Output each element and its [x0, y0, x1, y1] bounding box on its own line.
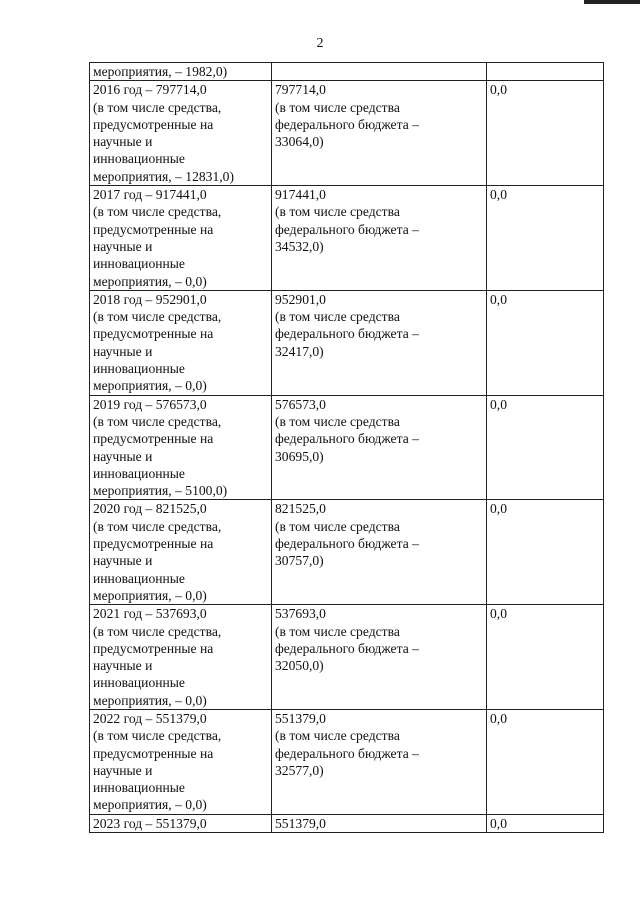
- cell-text-line: 797714,0: [275, 82, 326, 98]
- cell-text-line: 0,0: [490, 815, 507, 831]
- cell-text-line: 2017 год – 917441,0: [93, 187, 207, 203]
- cell-text-line: (в том числе средства: [275, 728, 400, 744]
- cell-text-line: (в том числе средства,: [93, 413, 222, 429]
- cell-text-line: федерального бюджета –: [275, 221, 419, 237]
- other-funding-cell: [487, 63, 604, 81]
- cell-text-line: 32050,0): [275, 658, 324, 674]
- federal-funding-cell: [272, 814, 487, 832]
- cell-text-line: мероприятия, – 1982,0): [93, 64, 228, 79]
- cell-text-line: (в том числе средства,: [93, 309, 222, 325]
- cell-text-line: 2019 год – 576573,0: [93, 396, 207, 412]
- cell-text-line: 0,0: [490, 501, 507, 517]
- table-row: [90, 186, 604, 291]
- total-funding-cell: [90, 605, 272, 710]
- cell-text-line: 821525,0: [275, 501, 326, 517]
- cell-text-line: 0,0: [490, 710, 507, 726]
- cell-text-line: предусмотренные на: [93, 116, 214, 132]
- cell-text-line: предусмотренные на: [93, 640, 214, 656]
- cell-text-line: 33064,0): [275, 134, 324, 150]
- federal-funding-cell: [272, 63, 487, 81]
- cell-text-line: (в том числе средства: [275, 309, 400, 325]
- cell-text-line: 2018 год – 952901,0: [93, 291, 207, 307]
- cell-text-line: (в том числе средства,: [93, 204, 222, 220]
- other-funding-cell: [487, 814, 604, 832]
- cell-text-line: 0,0: [490, 291, 507, 307]
- cell-text-line: 30757,0): [275, 553, 324, 569]
- cell-text-line: инновационные: [93, 780, 185, 796]
- cell-text-line: (в том числе средства,: [93, 728, 222, 744]
- federal-funding-cell: [272, 709, 487, 814]
- cell-text-line: мероприятия, – 0,0): [93, 692, 207, 708]
- total-funding-cell: [90, 395, 272, 500]
- federal-funding-cell: [272, 605, 487, 710]
- cell-text-line: 576573,0: [275, 396, 326, 412]
- other-funding-cell: [487, 605, 604, 710]
- cell-text-line: предусмотренные на: [93, 745, 214, 761]
- cell-text-line: 2023 год – 551379,0: [93, 815, 207, 831]
- federal-funding-cell: [272, 500, 487, 605]
- cell-text-line: (в том числе средства,: [93, 99, 222, 115]
- cell-text-line: 2016 год – 797714,0: [93, 82, 207, 98]
- cell-text-line: научные и: [93, 343, 153, 359]
- other-funding-cell: [487, 81, 604, 186]
- cell-text-line: мероприятия, – 0,0): [93, 587, 207, 603]
- cell-text-line: (в том числе средства: [275, 204, 400, 220]
- federal-funding-cell: [272, 186, 487, 291]
- cell-text-line: федерального бюджета –: [275, 745, 419, 761]
- cell-text-line: федерального бюджета –: [275, 431, 419, 447]
- cell-text-line: 34532,0): [275, 238, 324, 254]
- federal-funding-cell: [272, 290, 487, 395]
- cell-text-line: федерального бюджета –: [275, 326, 419, 342]
- total-funding-cell: [90, 290, 272, 395]
- total-funding-cell: [90, 81, 272, 186]
- federal-funding-cell: [272, 81, 487, 186]
- cell-text-line: (в том числе средства: [275, 413, 400, 429]
- cell-text-line: 0,0: [490, 606, 507, 622]
- table-row: [90, 63, 604, 81]
- cell-text-line: научные и: [93, 762, 153, 778]
- cell-text-line: мероприятия, – 0,0): [93, 378, 207, 394]
- scan-edge-mark: [584, 0, 640, 4]
- cell-text-line: инновационные: [93, 151, 185, 167]
- cell-text-line: 917441,0: [275, 187, 326, 203]
- cell-text-line: 2020 год – 821525,0: [93, 501, 207, 517]
- cell-text-line: федерального бюджета –: [275, 116, 419, 132]
- table-row: [90, 81, 604, 186]
- other-funding-cell: [487, 500, 604, 605]
- cell-text-line: федерального бюджета –: [275, 640, 419, 656]
- total-funding-cell: [90, 500, 272, 605]
- other-funding-cell: [487, 186, 604, 291]
- cell-text-line: 0,0: [490, 187, 507, 203]
- table-row: [90, 709, 604, 814]
- cell-text-line: 952901,0: [275, 291, 326, 307]
- cell-text-line: мероприятия, – 5100,0): [93, 483, 228, 499]
- cell-text-line: инновационные: [93, 361, 185, 377]
- cell-text-line: (в том числе средства,: [93, 623, 222, 639]
- cell-text-line: 30695,0): [275, 448, 324, 464]
- cell-text-line: предусмотренные на: [93, 536, 214, 552]
- cell-text-line: (в том числе средства,: [93, 518, 222, 534]
- cell-text-line: федерального бюджета –: [275, 536, 419, 552]
- budget-table-body: [90, 63, 604, 833]
- table-row: [90, 395, 604, 500]
- table-row: [90, 814, 604, 832]
- cell-text-line: инновационные: [93, 465, 185, 481]
- cell-text-line: научные и: [93, 448, 153, 464]
- cell-text-line: мероприятия, – 12831,0): [93, 168, 234, 184]
- total-funding-cell: [90, 63, 272, 81]
- cell-text-line: 2021 год – 537693,0: [93, 606, 207, 622]
- cell-text-line: 0,0: [490, 396, 507, 412]
- total-funding-cell: [90, 814, 272, 832]
- cell-text-line: инновационные: [93, 675, 185, 691]
- cell-text-line: мероприятия, – 0,0): [93, 273, 207, 289]
- cell-text-line: научные и: [93, 658, 153, 674]
- cell-text-line: научные и: [93, 553, 153, 569]
- cell-text-line: 32577,0): [275, 762, 324, 778]
- cell-text-line: 2022 год – 551379,0: [93, 710, 207, 726]
- cell-text-line: мероприятия, – 0,0): [93, 797, 207, 813]
- cell-text-line: инновационные: [93, 570, 185, 586]
- budget-table: [89, 62, 604, 833]
- other-funding-cell: [487, 709, 604, 814]
- cell-text-line: (в том числе средства: [275, 518, 400, 534]
- federal-funding-cell: [272, 395, 487, 500]
- total-funding-cell: [90, 709, 272, 814]
- table-row: [90, 290, 604, 395]
- cell-text-line: 0,0: [490, 82, 507, 98]
- cell-text-line: 32417,0): [275, 343, 324, 359]
- cell-text-line: предусмотренные на: [93, 221, 214, 237]
- cell-text-line: 551379,0: [275, 815, 326, 831]
- cell-text-line: 537693,0: [275, 606, 326, 622]
- page-number: 2: [316, 36, 324, 51]
- other-funding-cell: [487, 290, 604, 395]
- cell-text-line: научные и: [93, 238, 153, 254]
- cell-text-line: предусмотренные на: [93, 326, 214, 342]
- cell-text-line: инновационные: [93, 256, 185, 272]
- table-row: [90, 500, 604, 605]
- cell-text-line: (в том числе средства: [275, 99, 400, 115]
- table-row: [90, 605, 604, 710]
- cell-text-line: научные и: [93, 134, 153, 150]
- total-funding-cell: [90, 186, 272, 291]
- cell-text-line: предусмотренные на: [93, 431, 214, 447]
- cell-text-line: 551379,0: [275, 710, 326, 726]
- cell-text-line: (в том числе средства: [275, 623, 400, 639]
- other-funding-cell: [487, 395, 604, 500]
